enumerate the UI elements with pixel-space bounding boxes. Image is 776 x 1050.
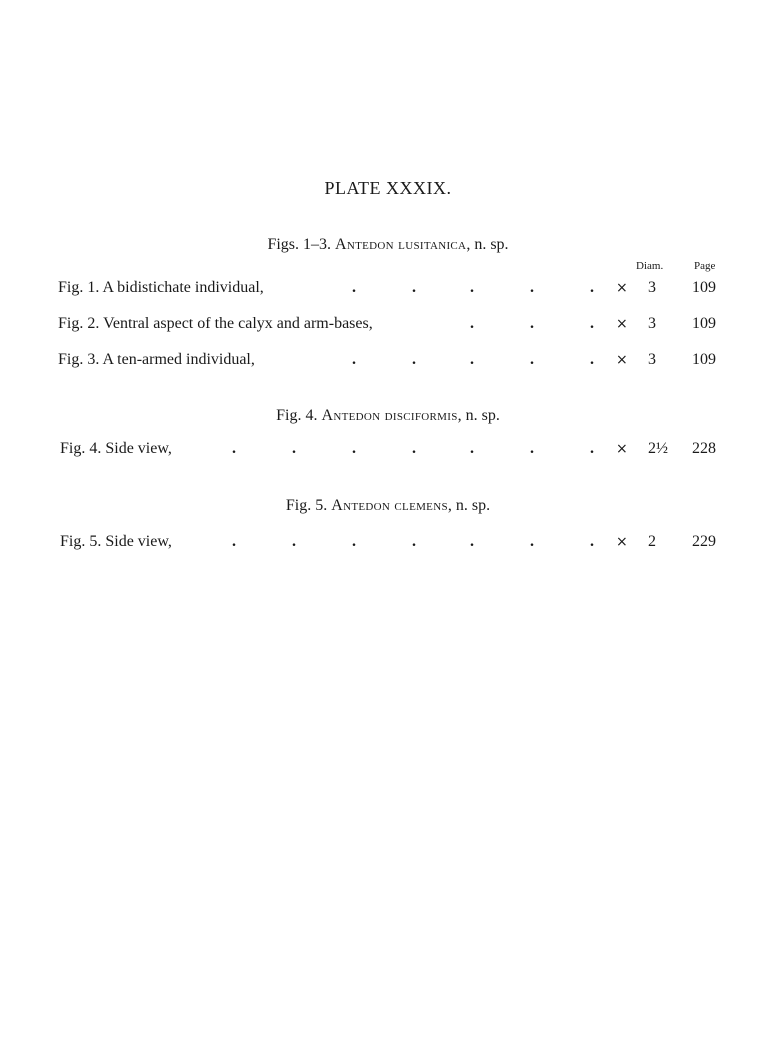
- figure-entry: [58, 315, 373, 333]
- diameter-value: 2: [648, 533, 656, 550]
- figure-entry: [58, 279, 264, 297]
- figure-entry: [58, 351, 255, 369]
- figure-description: A ten-armed individual,: [102, 351, 255, 368]
- table-row: Fig. 2. Ventral aspect of the calyx and arm-bases, . . . × 3 109: [58, 315, 716, 332]
- magnification-sign: ×: [616, 534, 628, 550]
- figure-entry: [60, 440, 172, 458]
- figure-number: Fig. 1.: [58, 279, 100, 296]
- figure-number: Fig. 5.: [60, 533, 102, 550]
- section-prefix: Figs. 1–3.: [267, 236, 332, 253]
- section-heading-3: [0, 497, 776, 515]
- section-suffix: , n. sp.: [466, 236, 509, 253]
- section-prefix: Fig. 5.: [285, 497, 328, 514]
- page-number: 109: [692, 315, 716, 332]
- figure-number: Fig. 4.: [60, 440, 102, 457]
- page-number: 109: [692, 279, 716, 296]
- section-prefix: Fig. 4.: [276, 407, 318, 424]
- figure-number: Fig. 3.: [58, 351, 100, 368]
- table-row: Fig. 1. A bidistichate individual, . . . . . × 3 109: [58, 279, 716, 296]
- section-suffix: , n. sp.: [447, 497, 491, 514]
- column-header-diam: Diam.: [636, 260, 664, 272]
- page-number: 229: [692, 533, 716, 550]
- plate-title: PLATE XXXIX.: [324, 178, 452, 198]
- species-name: Antedon disciformis: [321, 407, 458, 424]
- species-name: Antedon clemens: [331, 497, 448, 514]
- page-number: 228: [692, 440, 716, 457]
- magnification-sign: ×: [616, 441, 628, 457]
- figure-description: A bidistichate individual,: [102, 279, 264, 296]
- species-name: Antedon lusitanica: [335, 236, 467, 253]
- page-number: 109: [692, 351, 716, 368]
- table-row: Fig. 4. Side view, . . . . . . . × 2½ 228: [60, 440, 716, 457]
- diameter-value: 3: [648, 279, 656, 296]
- figure-entry: [60, 533, 172, 551]
- section-heading-2: [0, 407, 776, 425]
- section-suffix: , n. sp.: [457, 407, 500, 424]
- diameter-value: 2½: [648, 440, 668, 457]
- figure-description: Side view,: [105, 440, 172, 457]
- magnification-sign: ×: [616, 352, 628, 368]
- diameter-value: 3: [648, 351, 656, 368]
- figure-description: Side view,: [105, 533, 172, 550]
- magnification-sign: ×: [616, 280, 628, 296]
- figure-number: Fig. 2.: [58, 315, 100, 332]
- table-row: Fig. 5. Side view, . . . . . . . × 2 229: [60, 533, 716, 550]
- section-heading-1: [0, 236, 776, 254]
- table-row: Fig. 3. A ten-armed individual, . . . . . × 3 109: [58, 351, 716, 368]
- magnification-sign: ×: [616, 316, 628, 332]
- figure-description: Ventral aspect of the calyx and arm-bases,: [103, 315, 373, 332]
- diameter-value: 3: [648, 315, 656, 332]
- column-header-page: Page: [694, 260, 716, 272]
